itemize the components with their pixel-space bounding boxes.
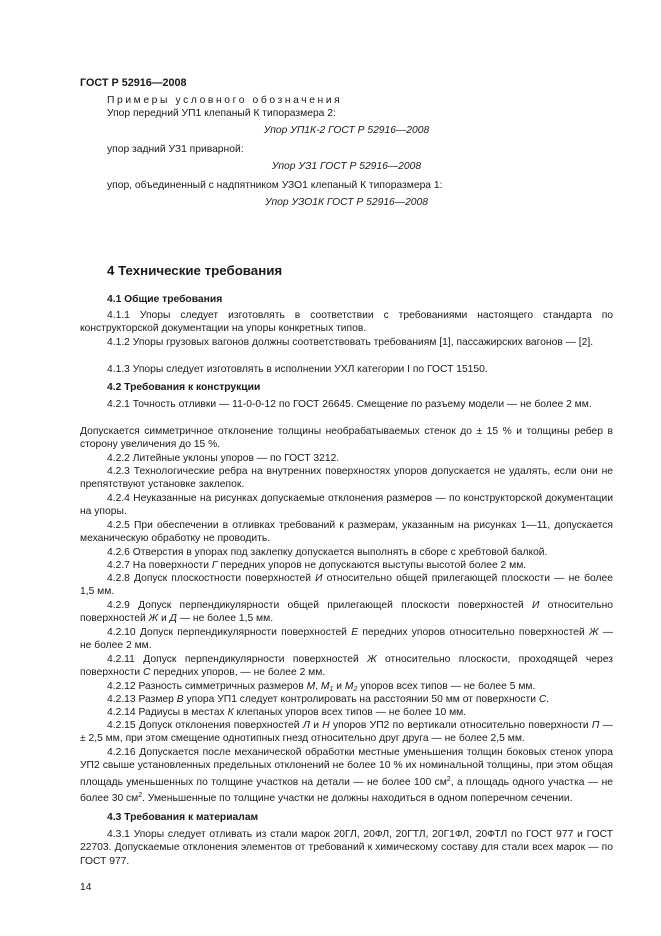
clause-4-2-11-text-3: передних упоров, — не более 2 мм.: [150, 667, 326, 679]
clause-4-2-10-text-3: — не более 2 мм.: [80, 627, 613, 652]
clause-4-3-1: 4.3.1 Упоры следует отливать из стали марок 20ГЛ, 20ФЛ, 20ГТЛ, 20Г1ФЛ, 20ФТЛ по ГОСТ 977 и ГОСТ 22703. Допускаемые отклонения элементов от требований к химическому составу для стали всех марок — по ГОСТ 977.: [80, 829, 613, 867]
clause-4-2-14-text-1: 4.2.14 Радиусы в местах: [107, 707, 228, 718]
clause-4-2-16-text-3: . Уменьшенные по толщине участки не должны находиться в одном поперечном сечении.: [142, 792, 573, 804]
clause-4-2-2: 4.2.2 Литейные уклоны упоров — по ГОСТ 3212.: [107, 453, 340, 464]
surface-label-e: Е: [351, 627, 359, 638]
surface-label-s: С: [143, 667, 151, 679]
clause-4-2-9-text-4: — не более 1,5 мм.: [176, 613, 274, 625]
example-3-designation: Упор УЗО1К ГОСТ Р 52916—2008: [265, 197, 428, 208]
clause-4-2-11-text-1: 4.2.11 Допуск перпендикулярности поверхностей: [107, 654, 368, 665]
dimension-m1-subscript: 1: [329, 686, 334, 693]
dimension-m: М: [306, 681, 316, 692]
surface-label-p: П: [591, 720, 600, 731]
dimension-m2-letter: М: [344, 681, 354, 692]
clause-4-2-9-text-3: и: [158, 613, 170, 625]
clause-4-2-9-text-1: 4.2.9 Допуск перпендикулярности общей прилегающей плоскости поверхностей: [107, 600, 533, 611]
clause-4-2-9: [80, 599, 613, 626]
clause-4-2-12: 4.2.12 Разность симметричных размеров М, $М_1$ и $М_2$ упоров всех типов — не более 5 мм.: [107, 681, 536, 693]
clause-4-2-8-text-2: относительно общей прилегающей плоскости — не более 1,5 мм.: [80, 573, 613, 598]
example-3-description: упор, объединенный с надпятником УЗО1 клепаный К типоразмера 1:: [107, 180, 443, 191]
surface-label-g: Г: [211, 560, 218, 571]
clause-4-2-15: [80, 719, 613, 746]
clause-4-2-12-text-1: 4.2.12 Разность симметричных размеров: [107, 681, 307, 692]
clause-4-2-5: 4.2.5 При обеспечении в отливках требований к размерам, указанным на рисунках 1—11, допускается механическую обработку не проводить.: [80, 520, 613, 545]
dimension-m2-subscript: 2: [353, 686, 358, 693]
example-1-description: Упор передний УП1 клепаный К типоразмера 2:: [107, 108, 336, 119]
clause-4-1-1: 4.1.1 Упоры следует изготовлять в соответствии с требованиями настоящего стандарта по конструкторской документации на упоры конкретных типов.: [80, 310, 613, 335]
clause-4-2-10-text-1: 4.2.10 Допуск перпендикулярности поверхностей: [107, 627, 352, 638]
clause-4-2-7: [80, 559, 613, 572]
clause-4-2-7-text-1: 4.2.7 На поверхности: [107, 560, 212, 571]
surface-label-zh: Ж: [367, 654, 377, 665]
clause-4-2-8-text-1: 4.2.8 Допуск плоскостности поверхностей: [107, 573, 316, 584]
clause-4-2-11-text-2: относительно плоскости, проходящей через поверхности: [80, 654, 613, 679]
clause-4-2-8: [80, 572, 613, 599]
surface-label-i: И: [532, 600, 540, 611]
example-2-description: упор задний УЗ1 приварной:: [107, 144, 244, 155]
clause-4-2-1: 4.2.1 Точность отливки — 11-0-0-12 по ГОСТ 26645. Смещение по разъему модели — не более 2 мм.: [107, 399, 592, 410]
clause-4-2-13-text-2: упора УП1 следует контролировать на расстоянии 50 мм от поверхности: [183, 694, 539, 705]
surface-label-s: С: [538, 694, 547, 705]
clause-4-2-15-text-1: 4.2.15 Допуск отклонения поверхностей: [107, 720, 303, 731]
dimension-v: В: [176, 694, 184, 705]
surface-label-d: Д: [169, 613, 177, 625]
surface-label-zh: Ж: [588, 627, 599, 638]
clause-4-2-16-text-1: 4.2.16 Допускается после механической обработки местные уменьшения толщин боковых стенок упора УП2 свыше установленных предельных отклонений не более 10 % их номинальной толщины, при этом общая площадь уменьшенных по толщине участков на детали — не более 100 см: [80, 747, 613, 788]
subsection-4-2-title: 4.2 Требования к конструкции: [107, 382, 261, 393]
surface-label-zh: Ж: [148, 613, 159, 625]
dimension-m1: [321, 681, 333, 692]
clause-4-2-15-text-2: и: [309, 720, 323, 731]
clause-4-2-13-text-1: 4.2.13 Размер: [107, 694, 177, 705]
dimension-m1-letter: М: [320, 681, 330, 692]
clause-4-2-6: 4.2.6 Отверстия в упорах под заклепку допускается выполнять в сборе с хребтовой балкой.: [107, 547, 548, 558]
location-label-k: К: [227, 707, 234, 718]
clause-4-2-1-note: Допускается симметричное отклонение толщины необрабатываемых стенок до ± 15 % и толщины ребер в сторону увеличения до 15 %.: [80, 426, 613, 451]
clause-4-2-16: [80, 746, 613, 805]
clause-4-2-13: [80, 693, 613, 706]
clause-4-1-3: 4.1.3 Упоры следует изготовлять в исполнении УХЛ категории I по ГОСТ 15150.: [107, 364, 488, 375]
clause-4-2-9-text-2: относительно поверхностей: [80, 600, 613, 625]
clause-4-2-14-text-2: клепаных упоров всех типов — не более 10 мм.: [233, 707, 467, 718]
page-number: 14: [80, 882, 92, 893]
superscript-2: 2: [446, 775, 451, 783]
clause-4-2-15-text-3: упоров УП2 по вертикали относительно поверхности: [329, 720, 592, 731]
examples-title: Примеры условного обозначения: [107, 95, 343, 106]
clause-4-2-14: [80, 706, 613, 719]
dimension-m2: [345, 681, 357, 692]
clause-4-2-15-text-4: — ± 2,5 мм, при этом смещение однотипных гнезд относительно друг друга — не более 2,5 мм.: [80, 720, 613, 745]
clause-4-2-16-text-2: , а площадь одного участка — не более 30 см: [80, 776, 614, 804]
clause-4-2-3: 4.2.3 Технологические ребра на внутренних поверхностях упоров допускается не удалять, если они не препятствуют установке заклепок.: [80, 466, 613, 491]
example-1-designation: Упор УП1К-2 ГОСТ Р 52916—2008: [263, 125, 430, 136]
subsection-4-3-title: 4.3 Требования к материалам: [107, 812, 259, 823]
clause-4-2-12-text-2: упоров всех типов — не более 5 мм.: [357, 681, 536, 692]
subsection-4-1-title: 4.1 Общие требования: [107, 294, 223, 305]
superscript-2: 2: [138, 791, 143, 799]
surface-label-n: Н: [322, 720, 330, 731]
clause-4-2-10: [80, 626, 613, 653]
surface-label-l: Л: [302, 720, 310, 731]
example-2-designation: Упор УЗ1 ГОСТ Р 52916—2008: [271, 161, 422, 172]
clause-4-1-2: 4.1.2 Упоры грузовых вагонов должны соответствовать требованиям [1], пассажирских вагонов — [2].: [107, 337, 594, 348]
section-4-title: 4 Технические требования: [107, 263, 283, 278]
clause-4-2-4: 4.2.4 Неуказанные на рисунках допускаемые отклонения размеров — по конструкторской документации на упоры.: [80, 493, 613, 518]
clause-4-2-11: [80, 653, 613, 680]
clause-4-2-10-text-2: передних упоров относительно поверхностей: [358, 627, 589, 638]
clause-4-2-13-text-3: .: [546, 694, 550, 705]
surface-label-i: И: [315, 573, 323, 584]
clause-4-2-7-text-2: передних упоров не допускаются выступы высотой более 2 мм.: [217, 560, 527, 571]
document-header: ГОСТ Р 52916—2008: [80, 77, 187, 89]
